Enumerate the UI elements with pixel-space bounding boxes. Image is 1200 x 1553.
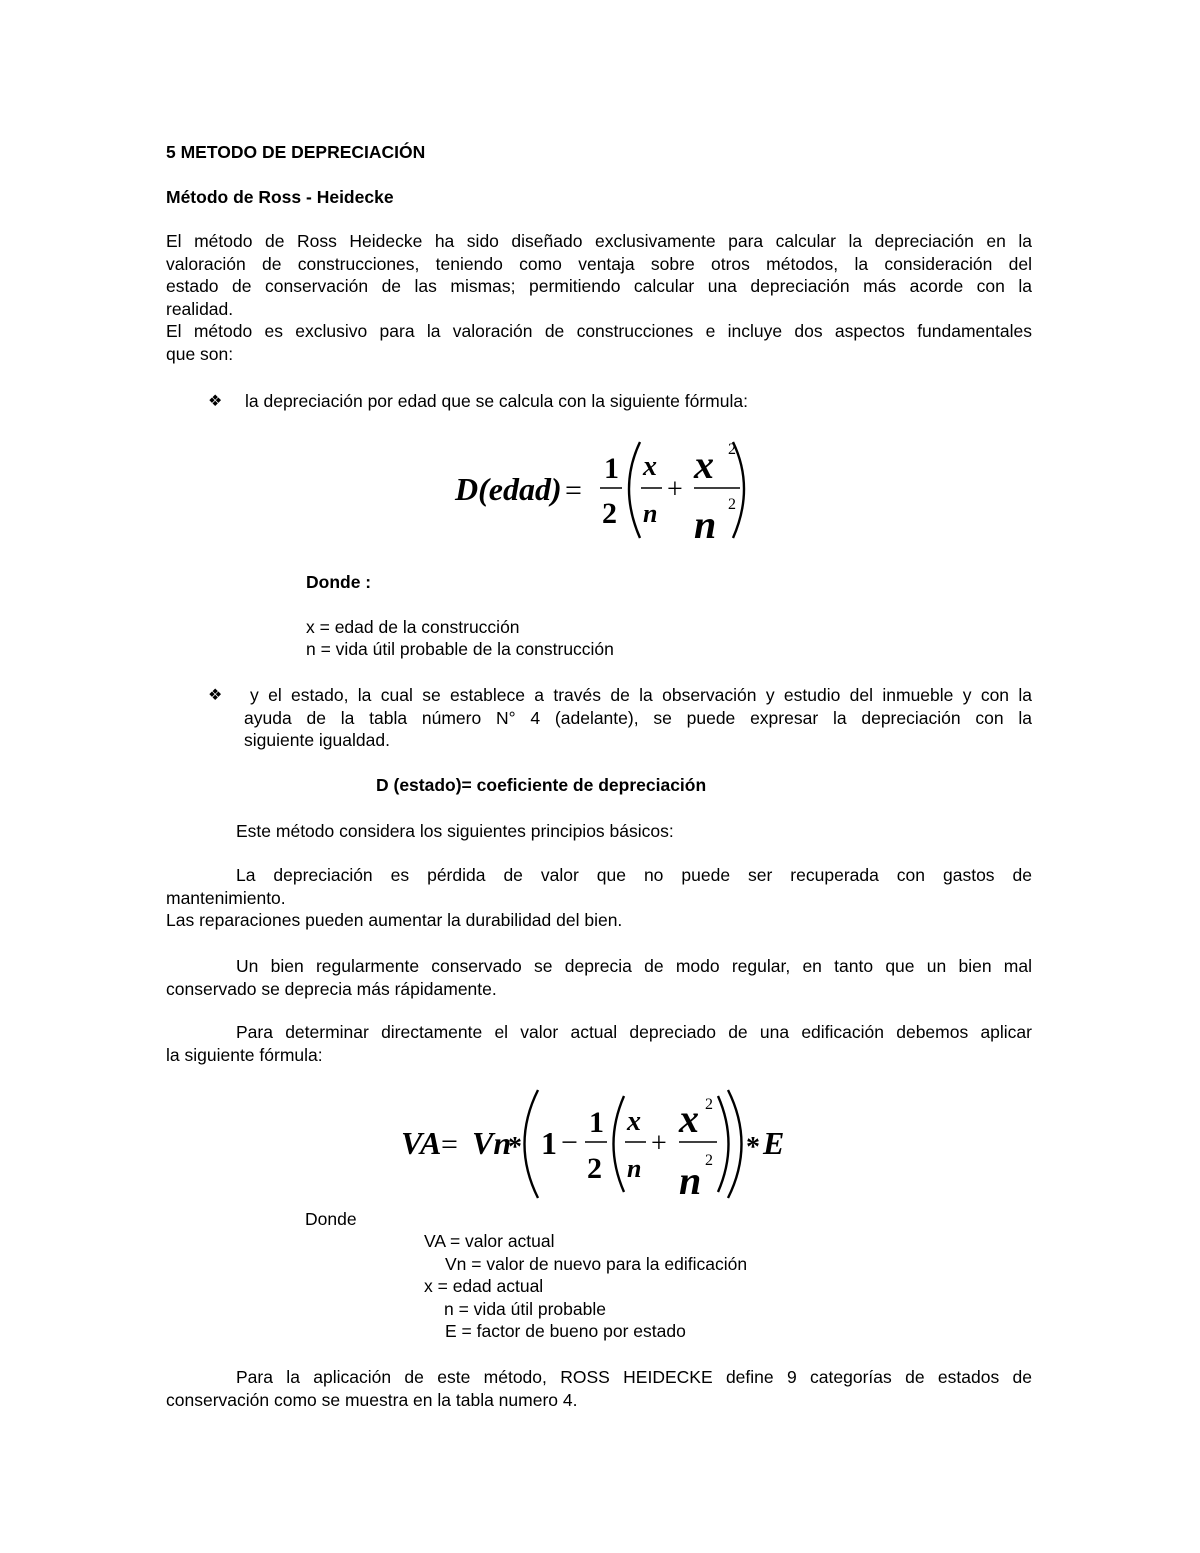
fraction-denominator: 2 <box>602 497 617 530</box>
determinar-line: la siguiente fórmula: <box>166 1044 323 1065</box>
fraction-numerator: 1 <box>589 1106 604 1139</box>
bullet-estado-line: ayuda de la tabla número N° 4 (adelante), se puede expresar la depreciación con la <box>244 707 1032 728</box>
intro-line: valoración de construcciones, teniendo como ventaja sobre otros métodos, la consideración del <box>166 253 1032 274</box>
vn-definition: Vn = valor de nuevo para la edificación <box>445 1254 748 1274</box>
inner-right-paren <box>718 1096 729 1192</box>
intro-paragraph <box>166 230 1032 366</box>
principio-line: La depreciación es pérdida de valor que no puede ser recuperada con gastos de <box>236 865 1032 885</box>
formula-lhs: D(edad) <box>455 471 562 507</box>
minus-sign: − <box>561 1126 578 1159</box>
principio-2: Las reparaciones pueden aumentar la durabilidad del bien. <box>166 910 623 930</box>
var-n-squared: n <box>694 502 717 547</box>
inner-left-paren <box>614 1096 625 1192</box>
x-definition: x = edad de la construcción <box>306 617 520 637</box>
plus-sign: + <box>667 474 683 505</box>
formula-equals: = <box>565 474 582 507</box>
age-depreciation-formula <box>450 430 760 550</box>
var-n: n <box>643 499 658 528</box>
var-n: n <box>627 1154 642 1183</box>
fraction-numerator: 1 <box>604 452 619 485</box>
method-subheading: Método de Ross - Heidecke <box>166 187 394 207</box>
var-x-squared: x <box>694 442 714 487</box>
donde-label: Donde : <box>306 572 372 592</box>
exponent: 2 <box>728 441 736 458</box>
diamond-bullet-icon: ❖ <box>208 393 223 410</box>
var-va: VA <box>401 1125 442 1161</box>
multiply-star: * <box>746 1132 760 1163</box>
principio-line: mantenimiento. <box>166 887 286 908</box>
x-definition: x = edad actual <box>424 1276 544 1296</box>
va-definition: VA = valor actual <box>424 1231 555 1251</box>
intro-line: estado de conservación de las mismas; permitiendo calcular una depreciación más acorde con la <box>166 276 1032 297</box>
intro-line: realidad. <box>166 298 234 319</box>
estado-formula: D (estado)= coeficiente de depreciación <box>376 775 707 795</box>
principio-1 <box>166 864 1032 909</box>
bullet-estado-line: siguiente igualdad. <box>244 730 390 751</box>
principio-line: conservado se deprecia más rápidamente. <box>166 978 497 999</box>
fraction-denominator: 2 <box>587 1152 602 1185</box>
exponent: 2 <box>705 1152 713 1169</box>
closing-line: conservación como se muestra en la tabla numero 4. <box>166 1389 578 1410</box>
intro-line: El método es exclusivo para la valoración de construcciones e incluye dos aspectos fundamentales <box>166 321 1032 342</box>
bullet-estado-paragraph <box>244 684 1032 752</box>
exponent: 2 <box>705 1096 713 1113</box>
intro-line: El método de Ross Heidecke ha sido diseñado exclusivamente para calcular la depreciación en la <box>166 231 1032 251</box>
plus-sign: + <box>651 1128 667 1159</box>
outer-right-paren <box>728 1090 742 1198</box>
var-x: x <box>627 1106 641 1137</box>
determinar-line: Para determinar directamente el valor actual depreciado de una edificación debemos aplicar <box>236 1022 1032 1042</box>
bullet-estado-line: y el estado, la cual se establece a través de la observación y estudio del inmueble y con la <box>250 685 1032 705</box>
e-definition: E = factor de bueno por estado <box>445 1321 686 1341</box>
closing-paragraph <box>166 1366 1032 1411</box>
donde-label: Donde <box>305 1209 357 1229</box>
diamond-bullet-icon: ❖ <box>208 687 223 704</box>
principio-3 <box>166 955 1032 1000</box>
n-definition: n = vida útil probable de la construcción <box>306 639 614 659</box>
var-n-squared: n <box>679 1158 702 1203</box>
determinar-paragraph <box>166 1021 1032 1066</box>
principio-line: Un bien regularmente conservado se deprecia de modo regular, en tanto que un bien mal <box>236 956 1032 976</box>
number-one: 1 <box>541 1125 557 1161</box>
exponent: 2 <box>728 496 736 513</box>
var-vn: Vn <box>472 1125 512 1161</box>
multiply-star: * <box>508 1132 522 1163</box>
intro-line: que son: <box>166 343 234 364</box>
section-heading: 5 METODO DE DEPRECIACIÓN <box>166 142 426 162</box>
var-x: x <box>643 451 657 482</box>
closing-line: Para la aplicación de este método, ROSS HEIDECKE define 9 categorías de estados de <box>236 1367 1032 1387</box>
bullet-age-text: la depreciación por edad que se calcula con la siguiente fórmula: <box>245 391 748 411</box>
var-x-squared: x <box>679 1096 699 1141</box>
value-formula <box>395 1082 805 1207</box>
left-paren <box>629 442 640 538</box>
outer-left-paren <box>525 1090 539 1198</box>
principios-intro: Este método considera los siguientes principios básicos: <box>236 821 674 841</box>
n-definition: n = vida útil probable <box>444 1299 606 1319</box>
var-e: E <box>763 1125 785 1161</box>
formula-equals: = <box>441 1128 458 1161</box>
